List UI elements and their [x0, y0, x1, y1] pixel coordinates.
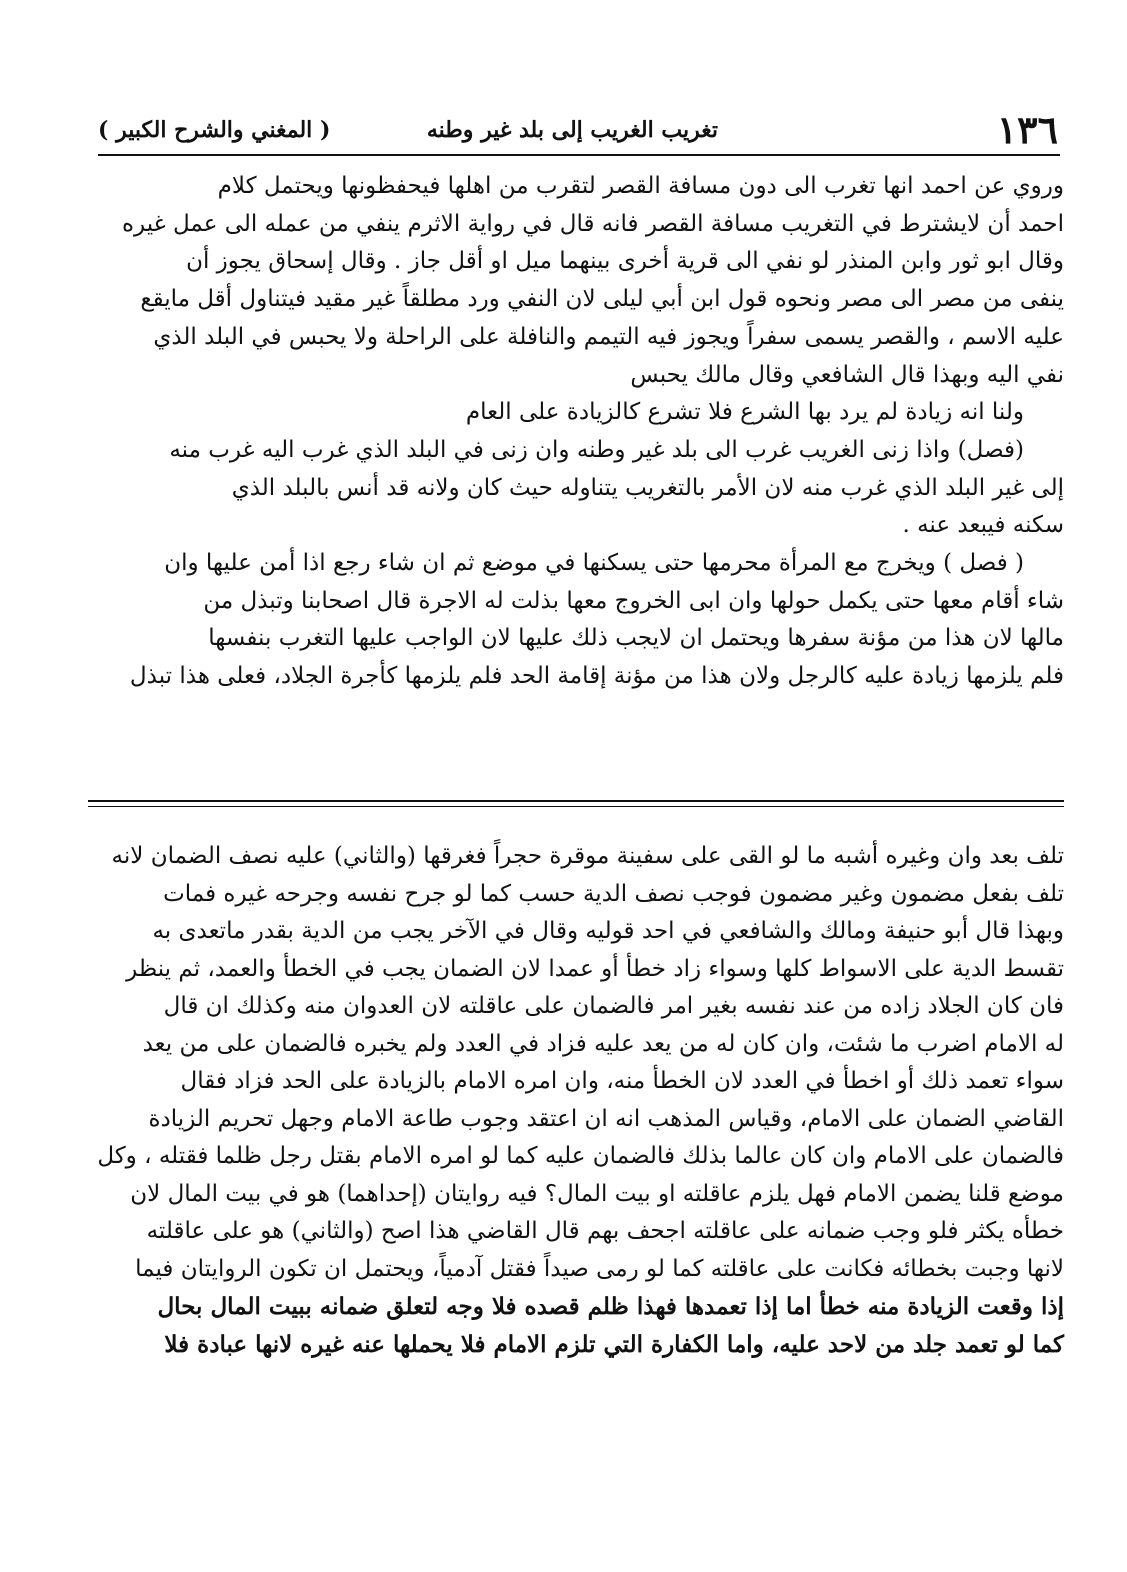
page-number: ١٣٦ [996, 107, 1058, 152]
text-line: كما لو تعمد جلد من لاحد عليه، واما الكفارة التي تلزم الامام فلا يحملها عنه غيره لانها عبادة فلا [164, 1330, 1064, 1358]
text-line: سكنه فيبعد عنه . [902, 512, 1064, 539]
commentary-divider-thin [88, 806, 1064, 807]
running-title: تغريب الغريب إلى بلد غير وطنه [426, 117, 718, 143]
text-line: عليه الاسم ، والقصر يسمى سفراً ويجوز فيه التيمم والنافلة على الراحلة ولا يحبس في البلد الذي [153, 323, 1064, 350]
text-line: وقال ابو ثور وابن المنذر لو نفي الى قرية أخرى بينهما ميل او أقل جاز . وقال إسحاق يجوز أن [186, 248, 1064, 275]
text-line: سواء تعمد ذلك أو اخطأ في العدد لان الخطأ منه، وان امره الامام بالزيادة على الحد فزاد فقال [180, 1068, 1064, 1094]
text-line: إذا وقعت الزيادة منه خطأ اما إذا تعمدها فهذا ظلم قصده فلا وجه لتعلق ضمانه ببيت المال بحال [157, 1293, 1064, 1320]
text-line: مالها لان هذا من مؤنة سفرها ويحتمل ان لايجب ذلك عليها لان الواجب عليها التغرب بنفسها [208, 625, 1064, 652]
text-line: لانها وجبت بخطائه فكانت على عاقلته كما لو رمى صيداً فقتل آدمياً، ويحتمل ان تكون الروايتان فيما [135, 1255, 1064, 1282]
text-line: موضع قلنا يضمن الامام فهل يلزم عاقلته او بيت المال؟ فيه روايتان (إحداهما) هو في بيت المال لان [130, 1180, 1064, 1207]
text-line: إلى غير البلد الذي غرب منه لان الأمر بالتغريب يتناوله حيث كان ولانه قد أنس بالبلد الذي [231, 474, 1064, 501]
text-line: نفي اليه وبهذا قال الشافعي وقال مالك يحبس [630, 361, 1064, 388]
text-line: تلف بعد وان وغيره أشبه ما لو القى على سفينة موقرة حجراً فغرقها (والثاني) عليه نصف الضمان لانه [111, 843, 1064, 869]
book-title: ( المغني والشرح الكبير ) [98, 117, 331, 143]
text-line: فان كان الجلاد زاده من عند نفسه بغير امر فالضمان على عاقلته لان العدوان منه وكذلك ان قال [163, 993, 1064, 1019]
page-header [98, 108, 1058, 152]
text-line: فلم يلزمها زيادة عليه كالرجل ولان هذا من مؤنة إقامة الحد فلم يلزمها كأجرة الجلاد، فعلى هذا تبذل [129, 663, 1064, 690]
text-line: (فصل) واذا زنى الغريب غرب الى بلد غير وطنه وان زنى في البلد الذي غرب اليه غرب منه [169, 436, 1024, 463]
text-line: فالضمان على الامام وان كان عالما بذلك فالضمان عليه كما لو امره الامام بقتل رجل ظلما فقتله ، وكل [97, 1143, 1064, 1169]
text-line: شاء أقام معها حتى يكمل حولها وان ابى الخروج معها بذلت له الاجرة قال اصحابنا وتبذل من [203, 587, 1064, 614]
text-line: وبهذا قال أبو حنيفة ومالك والشافعي في احد قوليه وقال في الآخر يجب من الدية بقدر ماتعدى به [152, 918, 1064, 944]
main-text [64, 168, 1064, 696]
text-line: له الامام اضرب ما شئت، وان كان له من يعد عليه فزاد في العدد ولم يخبره فالضمان على من يعد [142, 1030, 1064, 1057]
text-line: وروي عن احمد انها تغرب الى دون مسافة القصر لتقرب من اهلها فيحفظونها ويحتمل كلام [217, 173, 1064, 199]
text-line: ولنا انه زيادة لم يرد بها الشرع فلا تشرع كالزيادة على العام [465, 399, 1024, 426]
text-line: ( فصل ) ويخرج مع المرأة محرمها حتى يسكنها في موضع ثم ان شاء رجع اذا أمن عليها وان [164, 550, 1024, 577]
text-line: ينفى من مصر الى مصر ونحوه قول ابن أبي ليلى لان النفي ورد مطلقاً غير مقيد فيتناول أقل مايقع [140, 286, 1064, 313]
text-line: احمد أن لايشترط في التغريب مسافة القصر فانه قال في رواية الاثرم ينفي من عمله الى عمل غيره [121, 210, 1064, 237]
text-line: تلف بفعل مضمون وغير مضمون فوجب نصف الدية حسب كما لو جرح نفسه وجرحه غيره فمات [163, 880, 1064, 907]
text-line: تقسط الدية على الاسواط كلها وسواء زاد خطأ أو عمدا لان الضمان يجب في الخطأ والعمد، ثم ينظر [126, 955, 1064, 982]
commentary-divider [88, 800, 1064, 802]
text-line: القاضي الضمان على الامام، وقياس المذهب انه ان اعتقد وجوب طاعة الامام وجهل تحريم الزيادة [148, 1105, 1064, 1132]
header-divider [98, 154, 1060, 156]
text-line: خطأه يكثر فلو وجب ضمانه على عاقلته اجحف بهم قال القاضي هذا اصح (والثاني) هو على عاقلته [146, 1218, 1064, 1244]
commentary-text [64, 838, 1064, 1363]
